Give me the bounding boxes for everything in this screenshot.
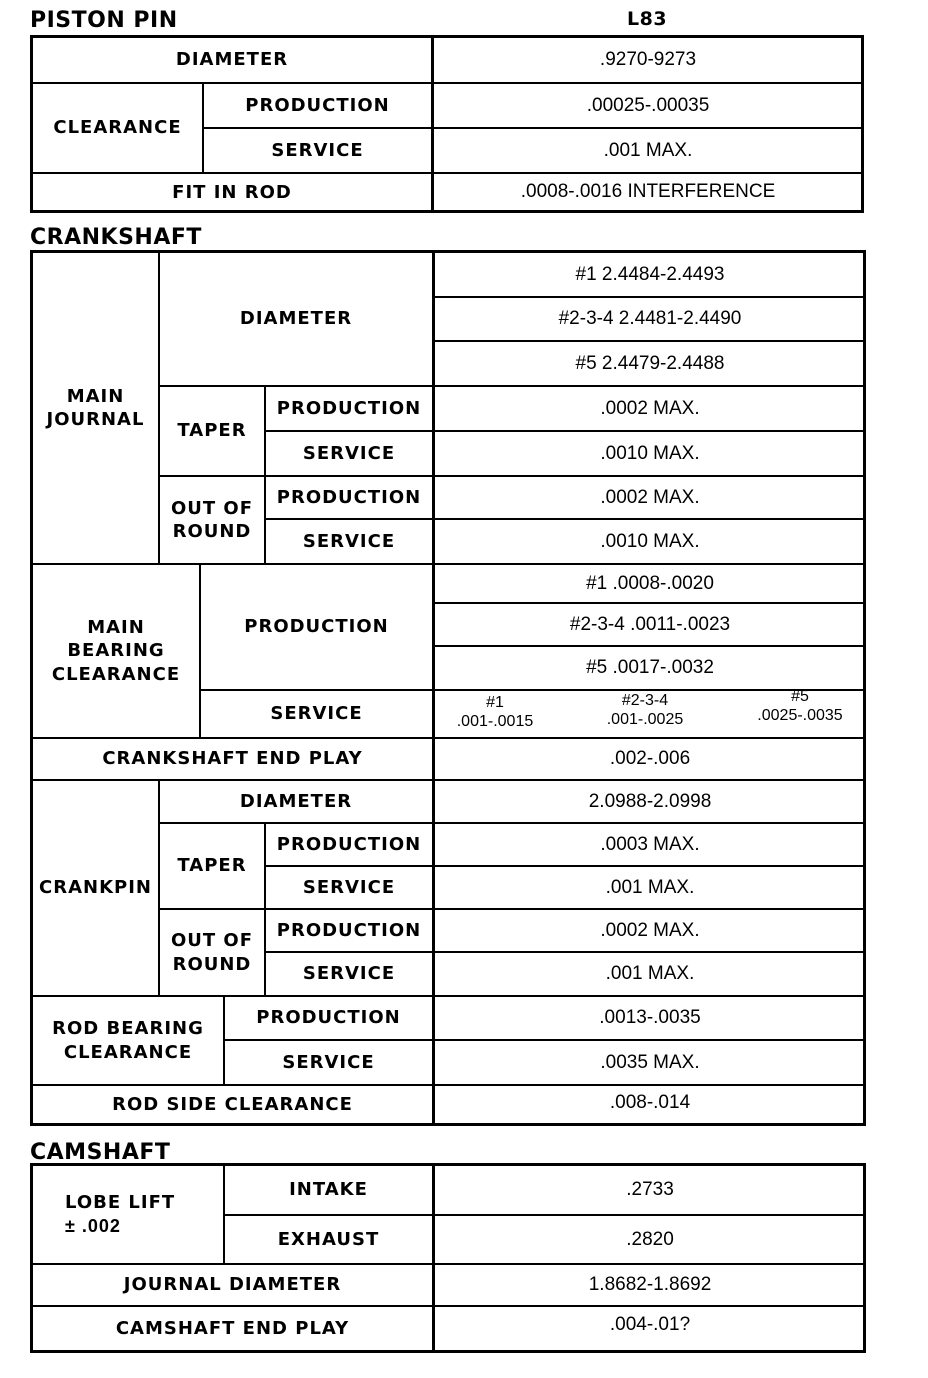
mj-taper-service-label: SERVICE	[302, 442, 396, 464]
mb-production-value-2: #2-3-4 .0011-.0023	[569, 613, 731, 635]
mj-oor-service-value: .0010 MAX.	[600, 530, 700, 552]
cp-taper-service-label: SERVICE	[302, 876, 396, 898]
mb-service-label: SERVICE	[270, 703, 363, 725]
cp-oor-service-label: SERVICE	[302, 963, 396, 985]
rod-side-label: ROD SIDE CLEARANCE	[112, 1094, 353, 1116]
mj-taper-service-value: .0010 MAX.	[600, 442, 700, 464]
mj-diameter-value-3: #5 2.4479-2.4488	[575, 352, 725, 374]
crankpin-label: CRANKPIN	[39, 877, 152, 899]
pp-fit-value: .0008-.0016 INTERFERENCE	[520, 181, 776, 202]
cp-oor-service-value: .001 MAX.	[605, 963, 695, 984]
journal-diameter-value: 1.8682-1.8692	[588, 1274, 712, 1295]
intake-value: .2733	[626, 1179, 674, 1200]
journal-diameter-label: JOURNAL DIAMETER	[123, 1274, 342, 1296]
mj-taper-production-label: PRODUCTION	[276, 397, 422, 419]
mj-diameter-value-2: #2-3-4 2.4481-2.4490	[558, 308, 742, 329]
section-title-piston-pin: PISTON PIN	[30, 8, 178, 33]
cam-end-play-label: CAMSHAFT END PLAY	[115, 1317, 350, 1339]
exhaust-label: EXHAUST	[277, 1228, 380, 1250]
rb-service-value: .0035 MAX.	[600, 1051, 700, 1073]
cp-taper-production-value: .0003 MAX.	[600, 833, 700, 855]
mb-production-label: PRODUCTION	[244, 616, 389, 638]
cam-end-play-value: .004-.01?	[609, 1314, 691, 1335]
mj-oor-production-value: .0002 MAX.	[600, 486, 700, 508]
mb-service-2: #2-3-4 .001-.0025	[606, 692, 684, 729]
rod-side-value: .008-.014	[609, 1092, 691, 1113]
mj-taper-label: TAPER	[177, 420, 247, 442]
mb-production-value-1: #1 .0008-.0020	[586, 572, 714, 594]
cp-taper-production-label: PRODUCTION	[276, 833, 422, 855]
mb-service-1: #1 .001-.0015	[456, 694, 534, 731]
mj-oor-production-label: PRODUCTION	[276, 486, 422, 508]
cp-oor-production-value: .0002 MAX.	[600, 919, 700, 941]
intake-label: INTAKE	[289, 1179, 368, 1201]
pp-service-label: SERVICE	[271, 139, 364, 161]
rb-production-label: PRODUCTION	[256, 1007, 401, 1029]
crank-end-play-label: CRANKSHAFT END PLAY	[102, 748, 363, 770]
rod-bearing-label: ROD BEARING CLEARANCE	[52, 1018, 204, 1063]
mb-service-3: #5 .0025-.0035	[757, 688, 843, 725]
rb-production-value: .0013-.0035	[599, 1007, 701, 1028]
rb-service-label: SERVICE	[282, 1051, 375, 1073]
mj-taper-production-value: .0002 MAX.	[600, 397, 700, 419]
pp-service-value: .001 MAX.	[603, 139, 693, 161]
mj-oor-service-label: SERVICE	[302, 530, 396, 552]
exhaust-value: .2820	[626, 1228, 674, 1250]
section-title-crankshaft: CRANKSHAFT	[30, 225, 202, 250]
pp-production-label: PRODUCTION	[245, 94, 390, 116]
pp-diameter-value: .9270-9273	[599, 49, 697, 70]
crank-end-play-value: .002-.006	[609, 748, 691, 769]
pp-fit-label: FIT IN ROD	[172, 182, 292, 204]
mb-production-value-3: #5 .0017-.0032	[586, 657, 714, 678]
lobe-lift-label: LOBE LIFT ± .002	[65, 1192, 176, 1236]
column-header: L83	[627, 8, 668, 30]
pp-production-value: .00025-.00035	[586, 94, 710, 116]
cp-diameter-label: DIAMETER	[239, 790, 353, 812]
pp-clearance-label: CLEARANCE	[53, 117, 182, 139]
mj-diameter-value-1: #1 2.4484-2.4493	[575, 263, 725, 285]
pp-diameter-label: DIAMETER	[175, 49, 289, 71]
section-title-camshaft: CAMSHAFT	[30, 1140, 171, 1165]
cp-diameter-value: 2.0988-2.0998	[588, 790, 712, 812]
mj-oor-label: OUT OF ROUND	[170, 497, 254, 542]
cp-taper-service-value: .001 MAX.	[605, 876, 695, 898]
main-bearing-label: MAIN BEARING CLEARANCE	[51, 616, 181, 685]
mj-diameter-label: DIAMETER	[239, 308, 353, 330]
cp-oor-label: OUT OF ROUND	[170, 930, 254, 975]
main-journal-label: MAIN JOURNAL	[46, 385, 145, 430]
cp-taper-label: TAPER	[177, 855, 247, 877]
cp-oor-production-label: PRODUCTION	[276, 919, 422, 941]
